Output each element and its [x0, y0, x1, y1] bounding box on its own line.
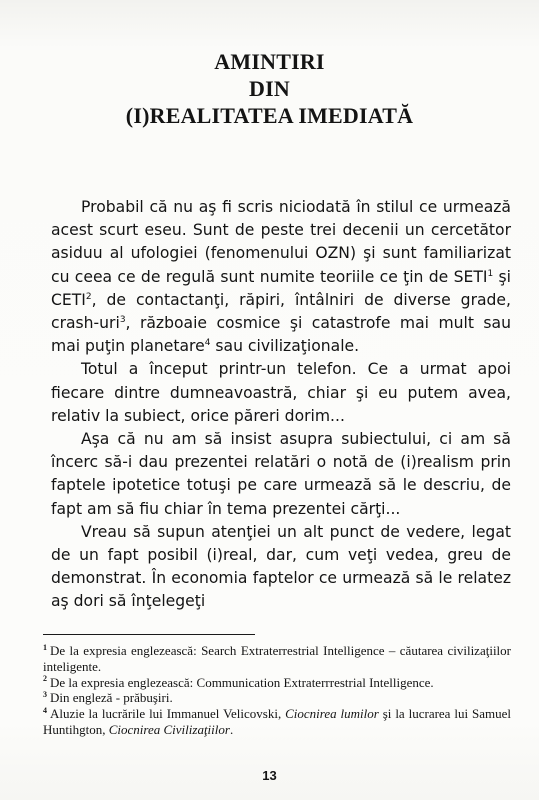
footnote-mark-1: 1: [43, 642, 47, 652]
title-line-2: DIN: [249, 76, 290, 101]
chapter-title: [0, 48, 539, 129]
paragraph-1-part-c: , de contactanţi, răpiri, întâlniri de diverse grade, crash-uri: [51, 290, 511, 333]
footnote-text-3: Din engleză - prăbuşiri.: [50, 690, 173, 706]
paragraph-1-part-e: sau civilizaţionale.: [210, 337, 360, 356]
footnote-text-4-mid: şi la lucrarea lui Samuel Huntihgton,: [43, 706, 511, 737]
body-text: [51, 196, 511, 614]
footnote-text-1: De la expresia englezească: Search Extraterrestrial Intelligence – căutarea civilizaţiilor inteligente.: [43, 643, 511, 674]
footnote-text-4-pre: Aluzie la lucrările lui Immanuel Velicovski,: [50, 706, 286, 722]
paragraph-1-part-b: şi CETI: [51, 267, 511, 309]
footnote-2: [43, 675, 511, 691]
paragraph-2: Totul a început printr-un telefon. Ce a urmat apoi fiecare dintre dumneavoastră, chiar şi eu putem avea, relativ la subiect, orice păreri dorim...: [51, 360, 511, 425]
footnote-ref-2: 2: [85, 291, 92, 302]
footnote-ref-3: 3: [119, 314, 126, 325]
footnote-text-4-post: .: [229, 721, 234, 737]
footnote-mark-2: 2: [43, 674, 47, 684]
footnote-ref-1: 1: [487, 268, 494, 279]
footnote-ref-4: 4: [204, 338, 211, 349]
title-line-1: AMINTIRI: [214, 49, 325, 74]
footnote-title-ciocnirea-lumilor: Ciocnirea lumilor: [285, 706, 379, 722]
paragraph-4: Vreau să supun atenţiei un alt punct de vedere, legat de un fapt posibil (i)real, dar, cum veţi vedea, greu de demonstrat. În economia faptelor ce urmează să le relatez aş dori să înţelegeţi: [51, 522, 511, 611]
paragraph-1-part-a: Probabil că nu aş fi scris niciodată în stilul ce urmează acest scurt eseu. Sunt de peste trei decenii un cercetător asiduu al ufologiei (fenomenului OZN) şi sunt familiarizat cu ceea ce de regulă sunt numite teoriile ce ţin de SETI: [51, 198, 511, 286]
footnote-title-ciocnirea-civilizatiilor: Ciocnirea Civilizaţiilor: [108, 721, 230, 737]
title-line-3: (I)REALITATEA IMEDIATĂ: [125, 103, 414, 128]
footnote-3: [43, 690, 511, 706]
footnote-text-2: De la expresia englezească: Communication Extraterrrestrial Intelligence.: [50, 674, 434, 690]
footnotes: [43, 643, 511, 738]
footnote-4: [43, 706, 511, 738]
footnote-1: [43, 643, 511, 675]
footnote-mark-3: 3: [43, 690, 47, 700]
footnote-mark-4: 4: [43, 705, 47, 715]
paragraph-1-part-d: , războaie cosmice şi catastrofe mai mult sau mai puţin planetare: [51, 314, 511, 356]
page-number: 13: [262, 768, 277, 783]
footnote-divider: [43, 634, 255, 635]
paragraph-3: Aşa că nu am să insist asupra subiectului, ci am să încerc să-i dau prezentei relatări o notă de (i)realism prin faptele ipotetice totuşi pe care urmează să le descriu, de fapt am să fiu chiar în tema prezentei cărţi...: [51, 430, 511, 518]
paragraph-1: [51, 196, 511, 358]
